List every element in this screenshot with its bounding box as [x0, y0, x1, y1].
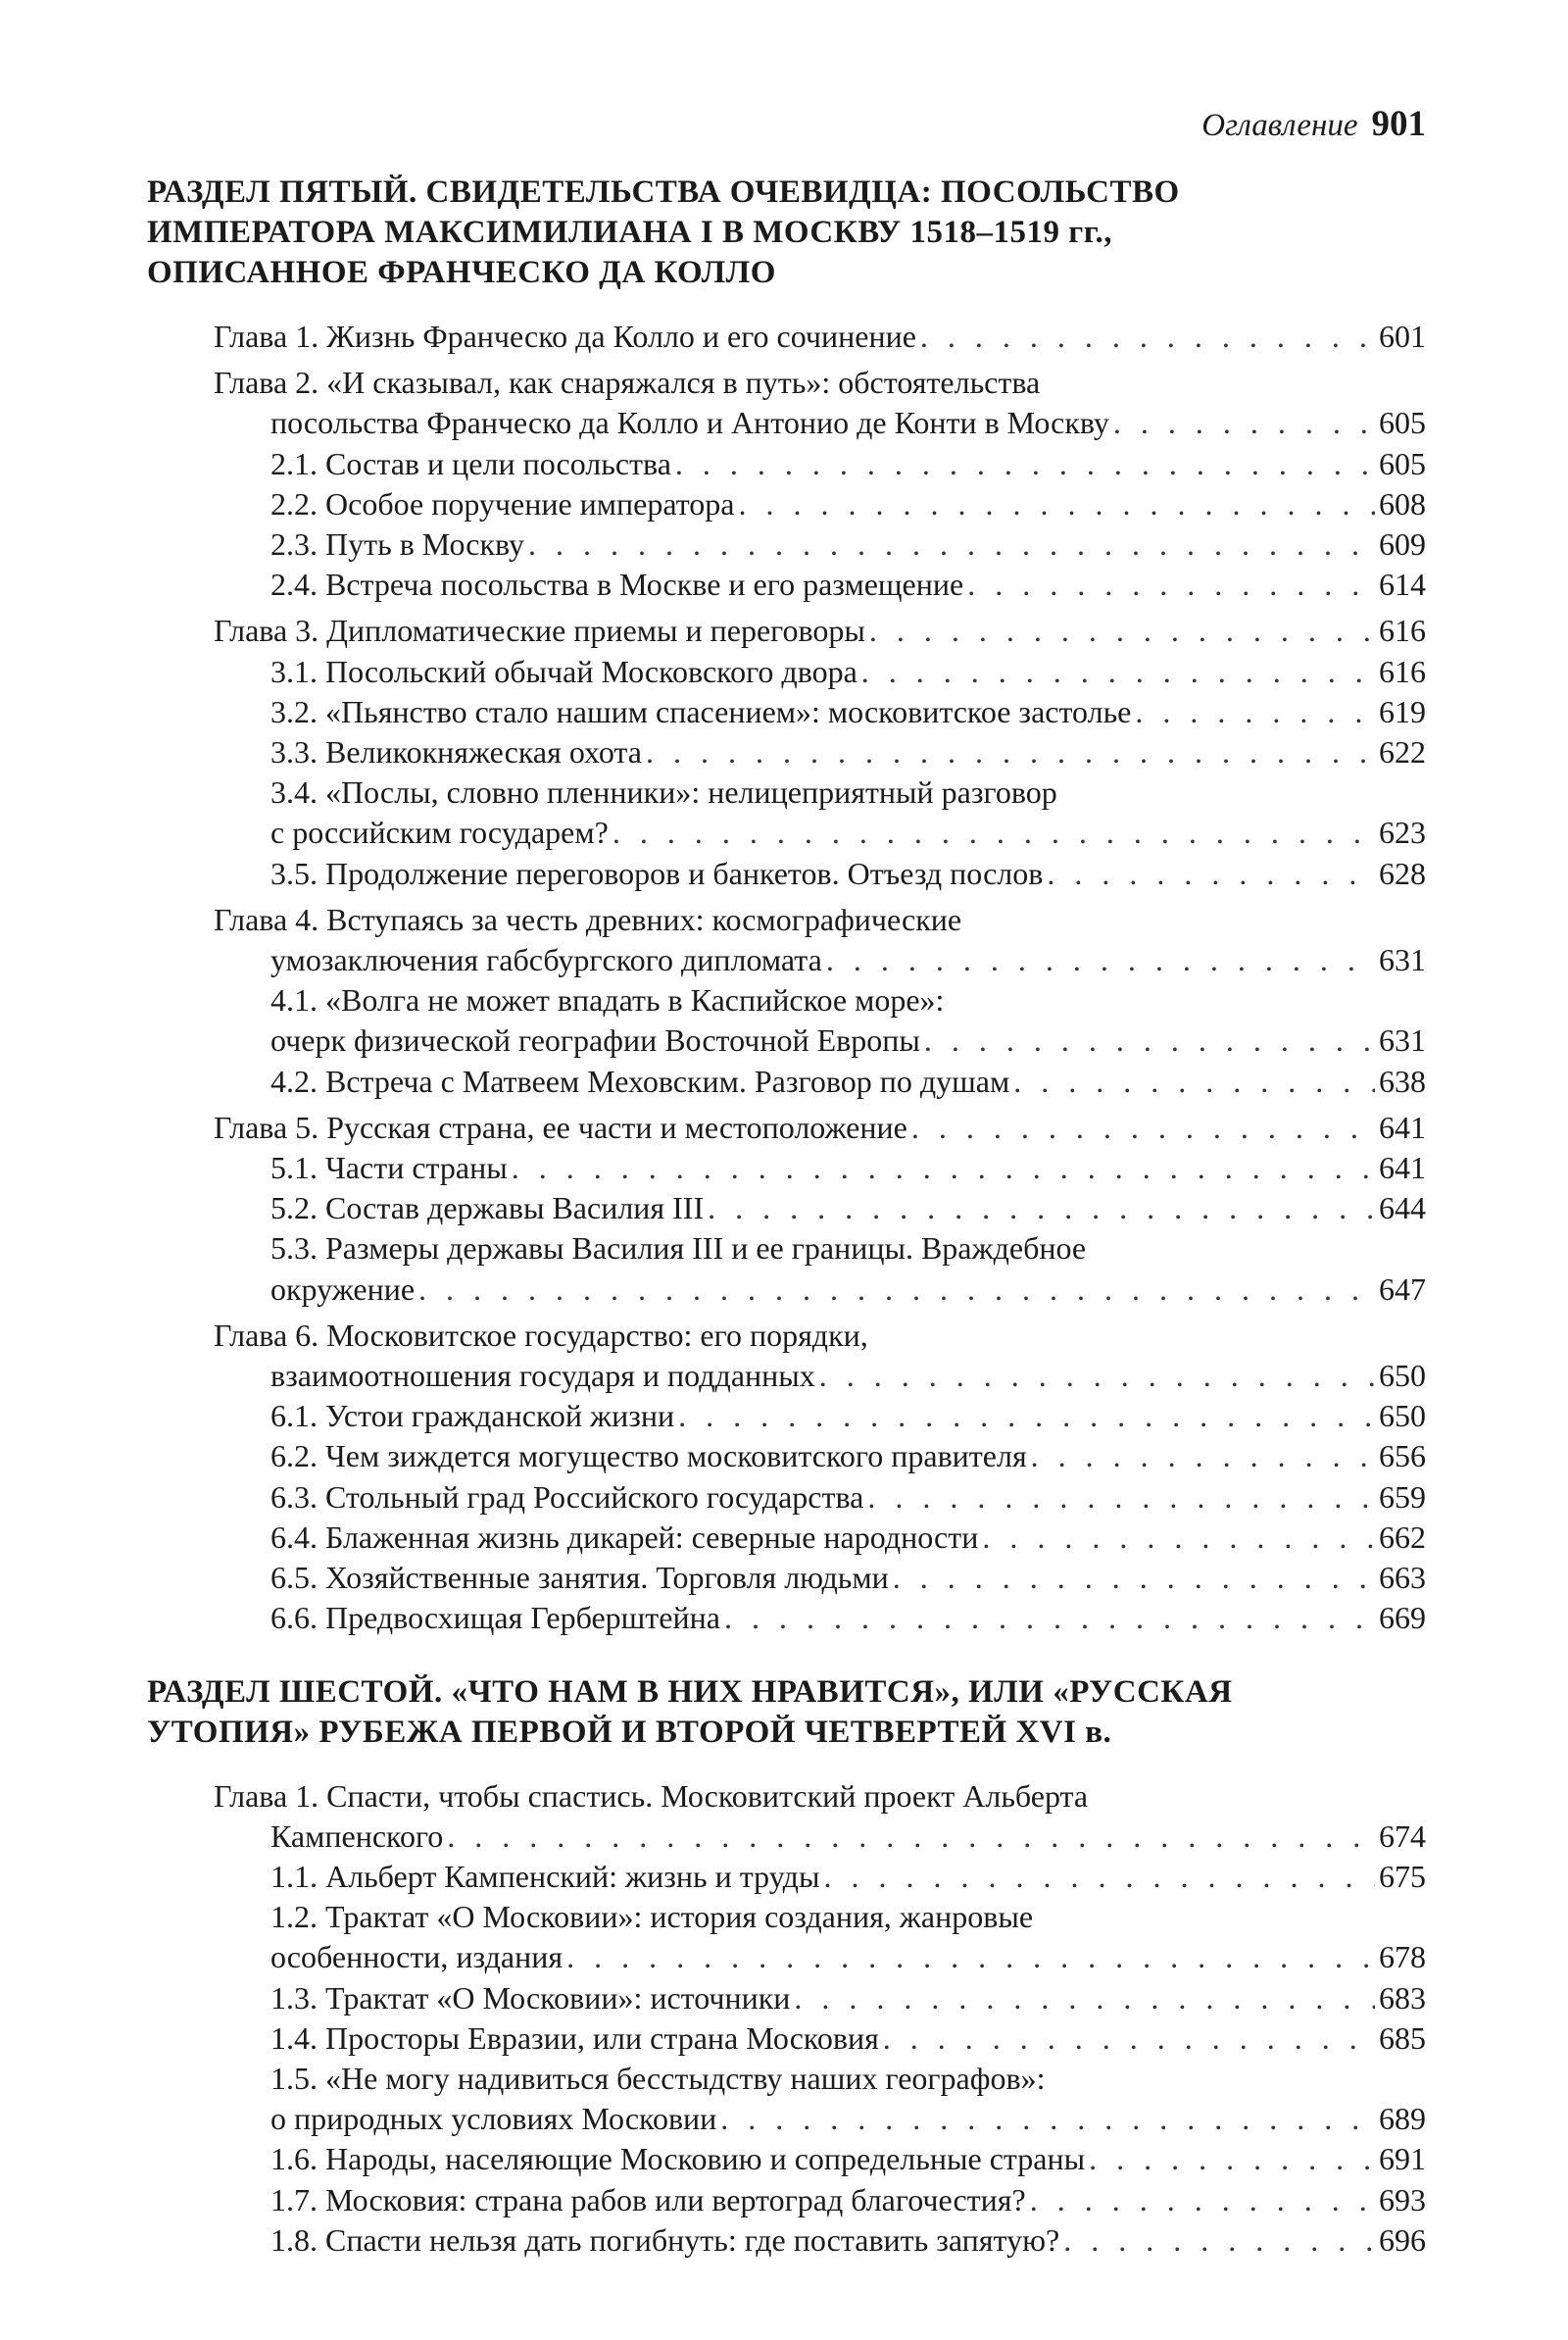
leader-dots — [982, 1518, 1375, 1558]
leader-dots — [867, 1477, 1375, 1518]
toc-subsection-entry — [270, 692, 1426, 732]
leader-dots — [819, 1356, 1375, 1396]
toc-subsection-entry — [270, 444, 1426, 484]
section-heading-line: ОПИСАННОЕ ФРАНЧЕСКО ДА КОЛЛО — [147, 255, 776, 290]
leader-dots — [826, 940, 1375, 980]
entry-title-line: 4.2. Встреча с Матвеем Меховским. Разговор по душам — [270, 1063, 1010, 1099]
leader-dots — [724, 1598, 1375, 1638]
entry-page-number: 689 — [1379, 2101, 1426, 2137]
entry-last-line — [270, 1978, 1426, 2018]
toc-subsection-entry — [270, 1857, 1426, 1897]
entry-page-number: 601 — [1379, 319, 1426, 354]
entry-title-line: Глава 1. Жизнь Франческо да Колло и его сочинение — [214, 319, 916, 354]
entry-title-line: 6.6. Предвосхищая Герберштейна — [270, 1600, 720, 1636]
entry-page-number: 623 — [1379, 815, 1426, 851]
leader-dots — [447, 1817, 1375, 1857]
entry-page-number: 616 — [1379, 613, 1426, 649]
toc-subsection-entry — [270, 1396, 1426, 1436]
leader-dots — [1047, 854, 1375, 894]
entry-title-line: взаимоотношения государя и подданных — [270, 1358, 815, 1394]
toc-subsection-entry — [270, 2018, 1426, 2059]
entry-page-number: 683 — [1379, 1979, 1426, 2016]
entry-page-number: 628 — [1379, 855, 1426, 891]
entry-page-number: 669 — [1379, 1600, 1426, 1636]
toc-subsection-entry — [270, 2059, 1426, 2139]
entry-page-number: 644 — [1379, 1190, 1426, 1226]
entry-title-line: 2.2. Особое поручение императора — [270, 485, 735, 522]
entry-last-line — [270, 1062, 1426, 1102]
entry-page-number: 650 — [1379, 1398, 1426, 1434]
section-heading-line: ИМПЕРАТОРА МАКСИМИЛИАНА I В МОСКВУ 1518–1519 гг., — [147, 215, 1112, 250]
entry-last-line — [270, 1937, 1426, 1977]
leader-dots — [883, 2018, 1375, 2059]
section-heading — [147, 173, 1426, 293]
entry-page-number: 675 — [1379, 1858, 1426, 1894]
toc-subsection-entry — [270, 732, 1426, 772]
entry-title-line: 2.3. Путь в Москву — [270, 526, 525, 563]
entry-last-line — [270, 1270, 1426, 1310]
toc-subsection-entry — [270, 1188, 1426, 1228]
toc-subsection-entry — [270, 1518, 1426, 1558]
leader-dots — [920, 317, 1375, 357]
entry-title-line: 6.1. Устои гражданской жизни — [270, 1398, 675, 1434]
section-heading — [147, 1672, 1426, 1753]
entry-title-line: Глава 1. Спасти, чтобы спастись. Московитский проект Альберта — [214, 1777, 1089, 1814]
toc-subsection-entry — [270, 854, 1426, 894]
leader-dots — [924, 1021, 1375, 1061]
entry-last-line — [270, 1477, 1426, 1518]
toc-subsection-entry — [270, 980, 1426, 1061]
entry-last-line — [270, 2180, 1426, 2220]
entry-last-line — [270, 1598, 1426, 1638]
leader-dots — [528, 524, 1375, 565]
leader-dots — [823, 1857, 1375, 1897]
toc-subsection-entry — [270, 772, 1426, 853]
entry-page-number: 662 — [1379, 1519, 1426, 1555]
entry-last-line — [270, 2099, 1426, 2139]
entry-page-number: 696 — [1379, 2221, 1426, 2258]
entry-page-number: 685 — [1379, 2019, 1426, 2056]
entry-title-line: 1.1. Альберт Кампенский: жизнь и труды — [270, 1858, 820, 1894]
leader-dots — [678, 1396, 1375, 1436]
entry-page-number: 656 — [1379, 1438, 1426, 1474]
toc-subsection-entry — [270, 652, 1426, 692]
entry-last-line — [270, 1188, 1426, 1228]
entry-page-number: 622 — [1379, 734, 1426, 771]
entry-last-line — [270, 1396, 1426, 1436]
entry-title-line: 1.5. «Не могу надивиться бесстыдству наших географов»: — [270, 2060, 1046, 2096]
entry-page-number: 619 — [1379, 693, 1426, 729]
toc-section — [147, 1672, 1426, 2261]
section-heading-line: РАЗДЕЛ ШЕСТОЙ. «ЧТО НАМ В НИХ НРАВИТСЯ», ИЛИ «РУССКАЯ — [147, 1673, 1233, 1710]
entry-last-line — [214, 403, 1426, 443]
leader-dots — [646, 732, 1375, 772]
table-of-contents — [147, 173, 1426, 2294]
entry-page-number: 659 — [1379, 1478, 1426, 1515]
leader-dots — [738, 484, 1375, 524]
entry-last-line — [214, 1356, 1426, 1396]
entry-title-line: о природных условиях Московии — [270, 2101, 717, 2137]
entry-last-line — [214, 1817, 1426, 1857]
entry-title-line: умозаключения габсбургского дипломата — [270, 942, 822, 978]
toc-subsection-entry — [270, 2139, 1426, 2179]
entry-page-number: 641 — [1379, 1109, 1426, 1145]
entry-title-line: 6.3. Стольный град Российского государства — [270, 1478, 864, 1515]
leader-dots — [720, 2099, 1375, 2139]
entry-last-line — [270, 1518, 1426, 1558]
entry-page-number: 674 — [1379, 1817, 1426, 1854]
entry-last-line — [270, 1558, 1426, 1598]
toc-subsection-entry — [270, 565, 1426, 605]
leader-dots — [675, 444, 1375, 484]
section-heading-line: УТОПИЯ» РУБЕЖА ПЕРВОЙ И ВТОРОЙ ЧЕТВЕРТЕЙ XVI в. — [147, 1714, 1112, 1750]
entry-title-line: 3.5. Продолжение переговоров и банкетов. Отъезд послов — [270, 855, 1044, 891]
leader-dots — [861, 652, 1375, 692]
leader-dots — [512, 1148, 1375, 1188]
entry-last-line — [270, 732, 1426, 772]
leader-dots — [1089, 2139, 1375, 2179]
entry-page-number: 614 — [1379, 567, 1426, 603]
entry-title-line: 3.4. «Послы, словно пленники»: нелицеприятный разговор — [270, 774, 1057, 811]
entry-last-line — [270, 1021, 1426, 1061]
leader-dots — [869, 611, 1375, 651]
toc-subsection-entry — [270, 1228, 1426, 1309]
entry-last-line — [270, 652, 1426, 692]
entry-title-line: 1.4. Просторы Евразии, или страна Московия — [270, 2019, 879, 2056]
entry-last-line — [270, 2018, 1426, 2059]
entry-page-number: 605 — [1379, 445, 1426, 481]
entry-title-line: 1.8. Спасти нельзя дать погибнуть: где поставить запятую? — [270, 2221, 1060, 2258]
entry-title-line: очерк физической географии Восточной Европы — [270, 1022, 920, 1059]
toc-subsection-entry — [270, 524, 1426, 565]
entry-page-number: 631 — [1379, 1022, 1426, 1059]
entry-title-line: 1.6. Народы, населяющие Московию и сопредельные страны — [270, 2141, 1086, 2177]
entry-page-number: 608 — [1379, 485, 1426, 522]
entry-page-number: 693 — [1379, 2181, 1426, 2217]
entry-last-line — [270, 1436, 1426, 1476]
entry-title-line: посольства Франческо да Колло и Антонио де Конти в Москву — [270, 405, 1109, 441]
entry-title-line: 6.2. Чем зиждется могущество московитского правителя — [270, 1438, 1027, 1474]
leader-dots — [1063, 2220, 1375, 2261]
entry-title-line: 3.3. Великокняжеская охота — [270, 734, 642, 771]
toc-chapter-entry — [214, 317, 1426, 357]
leader-dots — [967, 565, 1375, 605]
entry-last-line — [270, 1148, 1426, 1188]
leader-dots — [794, 1978, 1375, 2018]
toc-subsection-entry — [270, 1897, 1426, 1977]
toc-chapter-entry — [214, 611, 1426, 651]
page-number: 901 — [1371, 104, 1426, 144]
entry-page-number: 691 — [1379, 2141, 1426, 2177]
entry-last-line — [270, 813, 1426, 853]
entry-page-number: 609 — [1379, 526, 1426, 563]
entry-page-number: 641 — [1379, 1150, 1426, 1186]
leader-dots — [893, 1558, 1375, 1598]
toc-subsection-entry — [270, 1436, 1426, 1476]
toc-subsection-entry — [270, 2180, 1426, 2220]
leader-dots — [1135, 692, 1375, 732]
entry-last-line — [270, 524, 1426, 565]
leader-dots — [1113, 403, 1375, 443]
entry-title-line: 6.4. Блаженная жизнь дикарей: северные народности — [270, 1519, 979, 1555]
entry-last-line — [270, 2139, 1426, 2179]
toc-chapter-entry — [214, 1108, 1426, 1148]
entry-title-line: окружение — [270, 1270, 416, 1307]
entry-page-number: 650 — [1379, 1358, 1426, 1394]
toc-subsection-entry — [270, 1062, 1426, 1102]
entry-last-line — [214, 940, 1426, 980]
toc-section — [147, 173, 1426, 1639]
entry-last-line — [270, 484, 1426, 524]
toc-subsection-entry — [270, 1978, 1426, 2018]
entry-title-line: Глава 3. Дипломатические приемы и переговоры — [214, 613, 865, 649]
toc-chapter-entry — [214, 1316, 1426, 1396]
toc-chapter-entry — [214, 363, 1426, 443]
entry-page-number: 631 — [1379, 942, 1426, 978]
leader-dots — [708, 1188, 1375, 1228]
entry-title-line: Кампенского — [270, 1817, 444, 1854]
entry-title-line: Глава 5. Русская страна, ее части и местоположение — [214, 1109, 907, 1145]
entry-title-line: 4.1. «Волга не может впадать в Каспийское море»: — [270, 982, 945, 1019]
entry-title-line: 1.2. Трактат «О Московии»: история создания, жанровые — [270, 1899, 1034, 1935]
entry-last-line — [270, 565, 1426, 605]
section-heading-line: РАЗДЕЛ ПЯТЫЙ. СВИДЕТЕЛЬСТВА ОЧЕВИДЦА: ПОСОЛЬСТВО — [147, 174, 1180, 210]
toc-subsection-entry — [270, 1598, 1426, 1638]
leader-dots — [612, 813, 1375, 853]
toc-chapter-entry — [214, 1776, 1426, 1857]
entry-title-line: 5.1. Части страны — [270, 1150, 508, 1186]
toc-subsection-entry — [270, 1558, 1426, 1598]
entry-page-number: 663 — [1379, 1560, 1426, 1596]
toc-subsection-entry — [270, 1477, 1426, 1518]
toc-subsection-entry — [270, 2220, 1426, 2261]
entry-last-line — [270, 1857, 1426, 1897]
entry-page-number: 616 — [1379, 653, 1426, 689]
leader-dots — [418, 1270, 1375, 1310]
leader-dots — [566, 1937, 1375, 1977]
leader-dots — [911, 1108, 1375, 1148]
entry-title-line: 5.3. Размеры державы Василия III и ее границы. Враждебное — [270, 1230, 1087, 1267]
entry-title-line: 5.2. Состав державы Василия III — [270, 1190, 705, 1226]
leader-dots — [1030, 2180, 1375, 2220]
entry-title-line: 2.4. Встреча посольства в Москве и его размещение — [270, 567, 964, 603]
entry-title-line: Глава 2. «И сказывал, как снаряжался в путь»: обстоятельства — [214, 365, 1041, 401]
running-head-title: Оглавление — [1201, 108, 1358, 143]
leader-dots — [1031, 1436, 1375, 1476]
entry-title-line: 2.1. Состав и цели посольства — [270, 445, 671, 481]
entry-page-number: 678 — [1379, 1939, 1426, 1975]
entry-title-line: особенности, издания — [270, 1939, 564, 1975]
entry-last-line — [270, 444, 1426, 484]
toc-subsection-entry — [270, 484, 1426, 524]
entry-last-line — [214, 1108, 1426, 1148]
entry-last-line — [270, 692, 1426, 732]
toc-subsection-entry — [270, 1148, 1426, 1188]
entry-title-line: 1.7. Московия: страна рабов или вертоград благочестия? — [270, 2181, 1026, 2217]
entry-page-number: 647 — [1379, 1270, 1426, 1307]
entry-title-line: 1.3. Трактат «О Московии»: источники — [270, 1979, 791, 2016]
entry-title-line: 6.5. Хозяйственные занятия. Торговля людьми — [270, 1560, 889, 1596]
entry-title-line: 3.1. Посольский обычай Московского двора — [270, 653, 858, 689]
entry-page-number: 638 — [1379, 1063, 1426, 1099]
toc-chapter-entry — [214, 900, 1426, 980]
entry-last-line — [214, 317, 1426, 357]
entry-page-number: 605 — [1379, 405, 1426, 441]
leader-dots — [1013, 1062, 1375, 1102]
entry-title-line: с российским государем? — [270, 815, 609, 851]
entry-last-line — [214, 611, 1426, 651]
entry-title-line: Глава 6. Московитское государство: его порядки, — [214, 1317, 868, 1353]
entry-last-line — [270, 2220, 1426, 2261]
entry-last-line — [270, 854, 1426, 894]
entry-title-line: Глава 4. Вступаясь за честь древних: космографические — [214, 901, 962, 937]
entry-title-line: 3.2. «Пьянство стало нашим спасением»: московитское застолье — [270, 693, 1132, 729]
running-head — [1201, 106, 1426, 142]
